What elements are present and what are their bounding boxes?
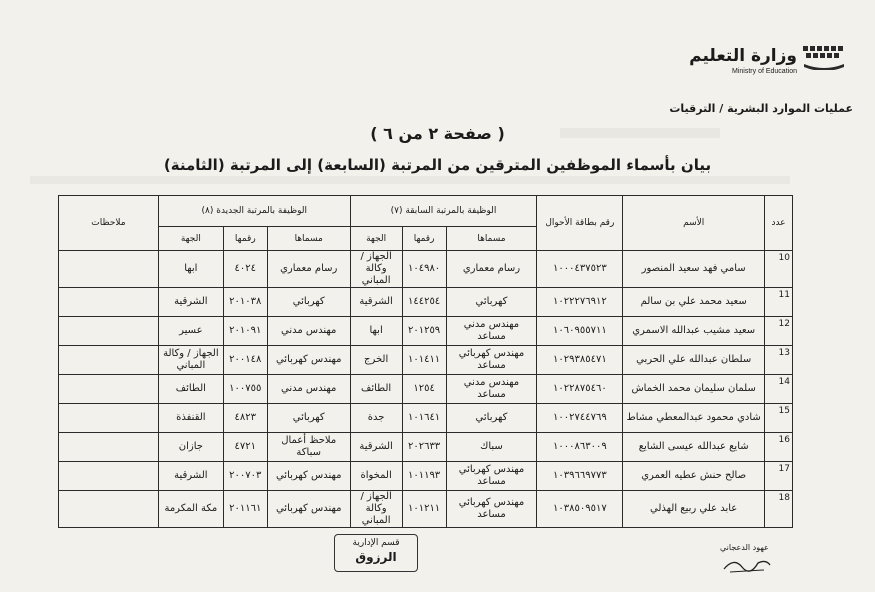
new-entity: ابها <box>158 251 223 288</box>
prev-job-title: مهندس كهربائي مساعد <box>446 491 537 528</box>
prev-job-number: ٢٠١٢٥٩ <box>402 317 446 346</box>
employee-name: سامي فهد سعيد المنصور <box>623 251 765 288</box>
prev-job-number: ١٢٥٤ <box>402 375 446 404</box>
row-index: 14 <box>765 375 793 404</box>
prev-job-number: ١٠٤٩٨٠ <box>402 251 446 288</box>
civil-id: ١٠٢٢٨٧٥٤٦٠ <box>537 375 623 404</box>
header-civil-id: رقم بطاقة الأحوال <box>537 196 623 251</box>
stamp-name: الرزوق <box>355 550 397 564</box>
bleed-through-mark <box>30 176 790 184</box>
notes-cell <box>59 491 159 528</box>
table-row <box>59 288 793 317</box>
prev-job-title: مهندس مدني مساعد <box>446 317 537 346</box>
header-new-number: رقمها <box>223 227 267 251</box>
civil-id: ١٠٣٨٥٠٩٥١٧ <box>537 491 623 528</box>
notes-cell <box>59 375 159 404</box>
civil-id: ١٠٣٩٦٦٩٧٧٣ <box>537 462 623 491</box>
prev-job-title: مهندس كهربائي مساعد <box>446 346 537 375</box>
header-notes: ملاحظات <box>59 196 159 251</box>
prev-entity: الطائف <box>350 375 402 404</box>
civil-id: ١٠٦٠٩٥٥٧١١ <box>537 317 623 346</box>
row-index: 12 <box>765 317 793 346</box>
new-job-number: ١٠٠٧٥٥ <box>223 375 267 404</box>
row-index: 11 <box>765 288 793 317</box>
prev-entity: ابها <box>350 317 402 346</box>
notes-cell <box>59 251 159 288</box>
civil-id: ١٠٢٢٢٧٦٩١٢ <box>537 288 623 317</box>
prev-entity: المخواة <box>350 462 402 491</box>
header-new-group: الوظيفة بالمرتبة الجديدة (٨) <box>158 196 350 227</box>
civil-id: ١٠٢٩٣٨٥٤٧١ <box>537 346 623 375</box>
employee-name: شادي محمود عبدالمعطي مشاط <box>623 404 765 433</box>
notes-cell <box>59 462 159 491</box>
employee-name: شايع عبدالله عيسى الشايع <box>623 433 765 462</box>
civil-id: ١٠٠٢٧٤٤٧٦٩ <box>537 404 623 433</box>
header-name: الأسم <box>623 196 765 251</box>
new-entity: جازان <box>158 433 223 462</box>
prev-job-number: ١٠١٦٤١ <box>402 404 446 433</box>
employee-name: عابد علي ربيع الهذلي <box>623 491 765 528</box>
prev-job-number: ١٠١٤١١ <box>402 346 446 375</box>
prev-entity: الجهاز / وكالة المباني <box>350 491 402 528</box>
prev-job-number: ١٠١٢١١ <box>402 491 446 528</box>
new-entity: الشرقية <box>158 288 223 317</box>
table-row <box>59 375 793 404</box>
notes-cell <box>59 346 159 375</box>
row-index: 10 <box>765 251 793 288</box>
notes-cell <box>59 433 159 462</box>
new-job-title: رسام معماري <box>267 251 350 288</box>
department-label: عمليات الموارد البشرية / الترقيات <box>669 102 853 115</box>
new-entity: الشرقية <box>158 462 223 491</box>
table-row <box>59 462 793 491</box>
header-new-entity: الجهة <box>158 227 223 251</box>
civil-id: ١٠٠٠٤٣٧٥٢٣ <box>537 251 623 288</box>
prev-job-number: ٢٠٢٦٣٣ <box>402 433 446 462</box>
row-index: 16 <box>765 433 793 462</box>
employee-name: سعيد محمد علي بن سالم <box>623 288 765 317</box>
ministry-name-en: Ministry of Education <box>732 68 797 75</box>
new-entity: الجهاز / وكالة المباني <box>158 346 223 375</box>
prev-entity: جدة <box>350 404 402 433</box>
prev-entity: الجهاز / وكالة المباني <box>350 251 402 288</box>
prev-job-number: ١٠١١٩٣ <box>402 462 446 491</box>
stamp-department: قسم الإدارية <box>352 538 400 548</box>
row-index: 13 <box>765 346 793 375</box>
prev-job-title: مهندس مدني مساعد <box>446 375 537 404</box>
notes-cell <box>59 404 159 433</box>
new-job-number: ٤٨٢٣ <box>223 404 267 433</box>
page-number: ( صفحة ٢ من ٦ ) <box>370 124 505 143</box>
new-job-number: ٤٠٢٤ <box>223 251 267 288</box>
prev-entity: الشرقية <box>350 433 402 462</box>
employee-name: سلمان سليمان محمد الخماش <box>623 375 765 404</box>
table-row <box>59 317 793 346</box>
civil-id: ١٠٠٠٨٦٣٠٠٩ <box>537 433 623 462</box>
new-job-number: ٢٠١١٦١ <box>223 491 267 528</box>
table-row <box>59 404 793 433</box>
new-entity: القنفذة <box>158 404 223 433</box>
new-job-title: مهندس كهربائي <box>267 491 350 528</box>
promotions-table <box>58 195 793 528</box>
header-prev-entity: الجهة <box>350 227 402 251</box>
table-row <box>59 491 793 528</box>
row-index: 15 <box>765 404 793 433</box>
notes-cell <box>59 317 159 346</box>
new-job-number: ٢٠١٠٣٨ <box>223 288 267 317</box>
header-prev-group: الوظيفة بالمرتبة السابقة (٧) <box>350 196 537 227</box>
table-body <box>59 251 793 528</box>
employee-name: سعيد مشيب عبدالله الاسمري <box>623 317 765 346</box>
office-stamp <box>334 534 418 572</box>
table-row <box>59 346 793 375</box>
signer-name: عهود الدعجاني <box>720 543 769 552</box>
header-new-title: مسماها <box>267 227 350 251</box>
new-job-number: ٢٠٠١٤٨ <box>223 346 267 375</box>
new-job-number: ٤٧٢١ <box>223 433 267 462</box>
prev-job-title: مهندس كهربائي مساعد <box>446 462 537 491</box>
row-index: 18 <box>765 491 793 528</box>
notes-cell <box>59 288 159 317</box>
prev-entity: الخرج <box>350 346 402 375</box>
document-title: بيان بأسماء الموظفين المترقين من المرتبة (السابعة) إلى المرتبة (الثامنة) <box>163 156 712 174</box>
ministry-emblem-icon <box>801 44 847 70</box>
table-row <box>59 251 793 288</box>
new-entity: الطائف <box>158 375 223 404</box>
new-job-title: كهربائي <box>267 404 350 433</box>
prev-job-title: سباك <box>446 433 537 462</box>
new-job-title: كهربائي <box>267 288 350 317</box>
new-job-title: مهندس مدني <box>267 375 350 404</box>
prev-job-title: كهربائي <box>446 404 537 433</box>
ministry-name-ar: وزارة التعليم <box>689 46 797 66</box>
prev-entity: الشرقية <box>350 288 402 317</box>
new-job-title: مهندس كهربائي <box>267 462 350 491</box>
signature-icon <box>722 553 772 575</box>
prev-job-number: ١٤٤٢٥٤ <box>402 288 446 317</box>
header-prev-number: رقمها <box>402 227 446 251</box>
header-index: عدد <box>765 196 793 251</box>
employee-name: صالح حنش عطيه العمري <box>623 462 765 491</box>
new-job-title: مهندس مدني <box>267 317 350 346</box>
new-entity: مكة المكرمة <box>158 491 223 528</box>
new-job-title: ملاحظ أعمال سباكة <box>267 433 350 462</box>
employee-name: سلطان عبدالله علي الحربي <box>623 346 765 375</box>
prev-job-title: رسام معماري <box>446 251 537 288</box>
new-job-number: ٢٠١٠٩١ <box>223 317 267 346</box>
prev-job-title: كهربائي <box>446 288 537 317</box>
row-index: 17 <box>765 462 793 491</box>
new-entity: عسير <box>158 317 223 346</box>
new-job-title: مهندس كهربائي <box>267 346 350 375</box>
header-prev-title: مسماها <box>446 227 537 251</box>
table-row <box>59 433 793 462</box>
new-job-number: ٢٠٠٧٠٣ <box>223 462 267 491</box>
